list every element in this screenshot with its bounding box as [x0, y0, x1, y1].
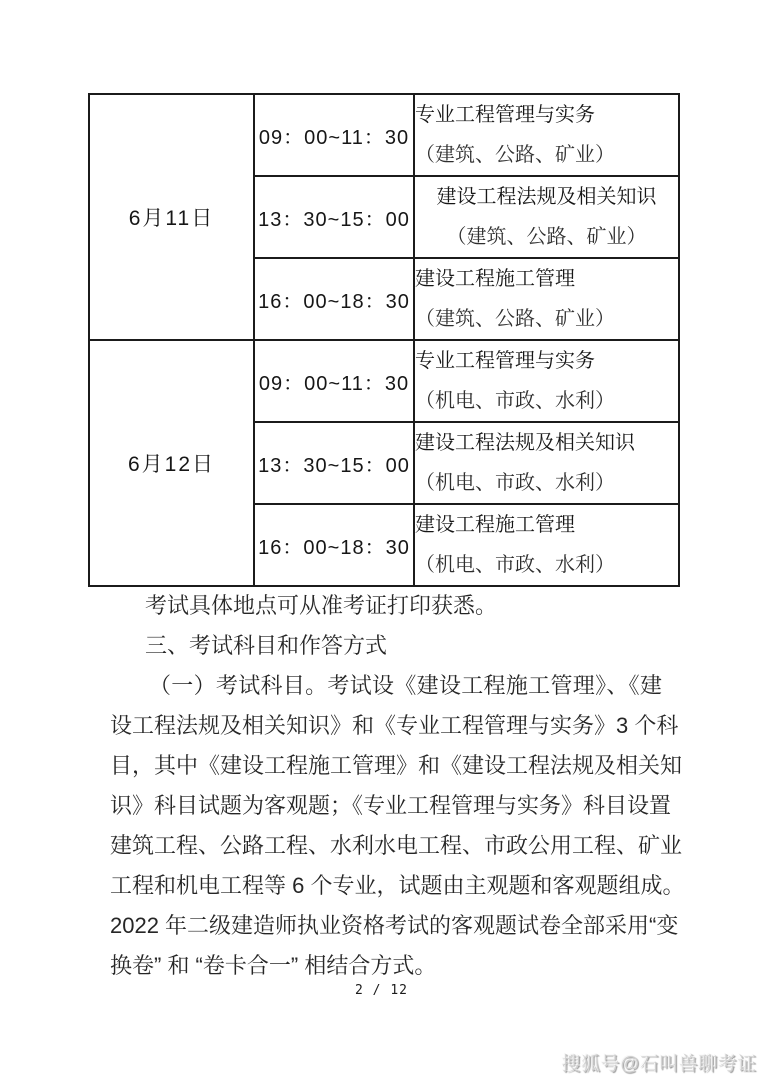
paragraph-line: 建筑工程、公路工程、水利水电工程、市政公用工程、矿业 [110, 833, 683, 858]
page-number: 2 / 12 [355, 983, 408, 998]
table-row [89, 94, 679, 176]
body-text [110, 586, 685, 986]
subject-cell [414, 422, 679, 504]
paragraph-line: 2022 年二级建造师执业资格考试的客观题试卷全部采用“变 [110, 913, 679, 938]
paragraph-line: 识》科目试题为客观题；《专业工程管理与实务》科目设置 [110, 793, 672, 818]
subject-majors: （建筑、公路、矿业） [446, 226, 647, 248]
paragraph-line: 设工程法规及相关知识》和《专业工程管理与实务》3 个科 [110, 713, 679, 738]
subject-cell [414, 258, 679, 340]
paragraph-line: 目，其中《建设工程施工管理》和《建设工程法规及相关知 [110, 753, 683, 778]
subject-majors: （机电、市政、水利） [415, 554, 615, 576]
subject-cell [414, 94, 679, 176]
watermark: 搜狐号@石叫兽聊考证 [561, 1054, 757, 1075]
time-cell: 13：30~15：00 [254, 422, 414, 504]
subject-majors: （建筑、公路、矿业） [415, 144, 615, 166]
subject-title: 专业工程管理与实务 [415, 104, 595, 126]
time-cell: 16：00~18：30 [254, 258, 414, 340]
subject-cell [414, 340, 679, 422]
subject-majors: （机电、市政、水利） [415, 472, 615, 494]
paragraph-line: 工程和机电工程等 6 个专业，试题由主观题和客观题组成。 [110, 873, 685, 898]
date-cell-day2: 6月12日 [89, 340, 254, 586]
paragraph-line: 换卷” 和 “卷卡合一” 相结合方式。 [110, 953, 437, 978]
subject-cell [414, 504, 679, 586]
subject-title: 建设工程法规及相关知识 [415, 432, 635, 454]
time-cell: 09：00~11：30 [254, 94, 414, 176]
note-line: 考试具体地点可从准考证打印获悉。 [145, 593, 498, 618]
exam-schedule-table [88, 93, 680, 587]
subject-cell [414, 176, 679, 258]
time-cell: 09：00~11：30 [254, 340, 414, 422]
paragraph-line: （一）考试科目。考试设《建设工程施工管理》、《建 [149, 673, 662, 698]
subject-title: 建设工程施工管理 [415, 268, 575, 290]
time-cell: 13：30~15：00 [254, 176, 414, 258]
subject-title: 专业工程管理与实务 [415, 350, 595, 372]
subject-title: 建设工程法规及相关知识 [436, 186, 657, 208]
section-heading: 三、考试科目和作答方式 [145, 633, 388, 658]
time-cell: 16：00~18：30 [254, 504, 414, 586]
subject-majors: （建筑、公路、矿业） [415, 308, 615, 330]
table-row [89, 340, 679, 422]
subject-title: 建设工程施工管理 [415, 514, 575, 536]
date-cell-day1: 6月11日 [89, 94, 254, 340]
subject-majors: （机电、市政、水利） [415, 390, 615, 412]
